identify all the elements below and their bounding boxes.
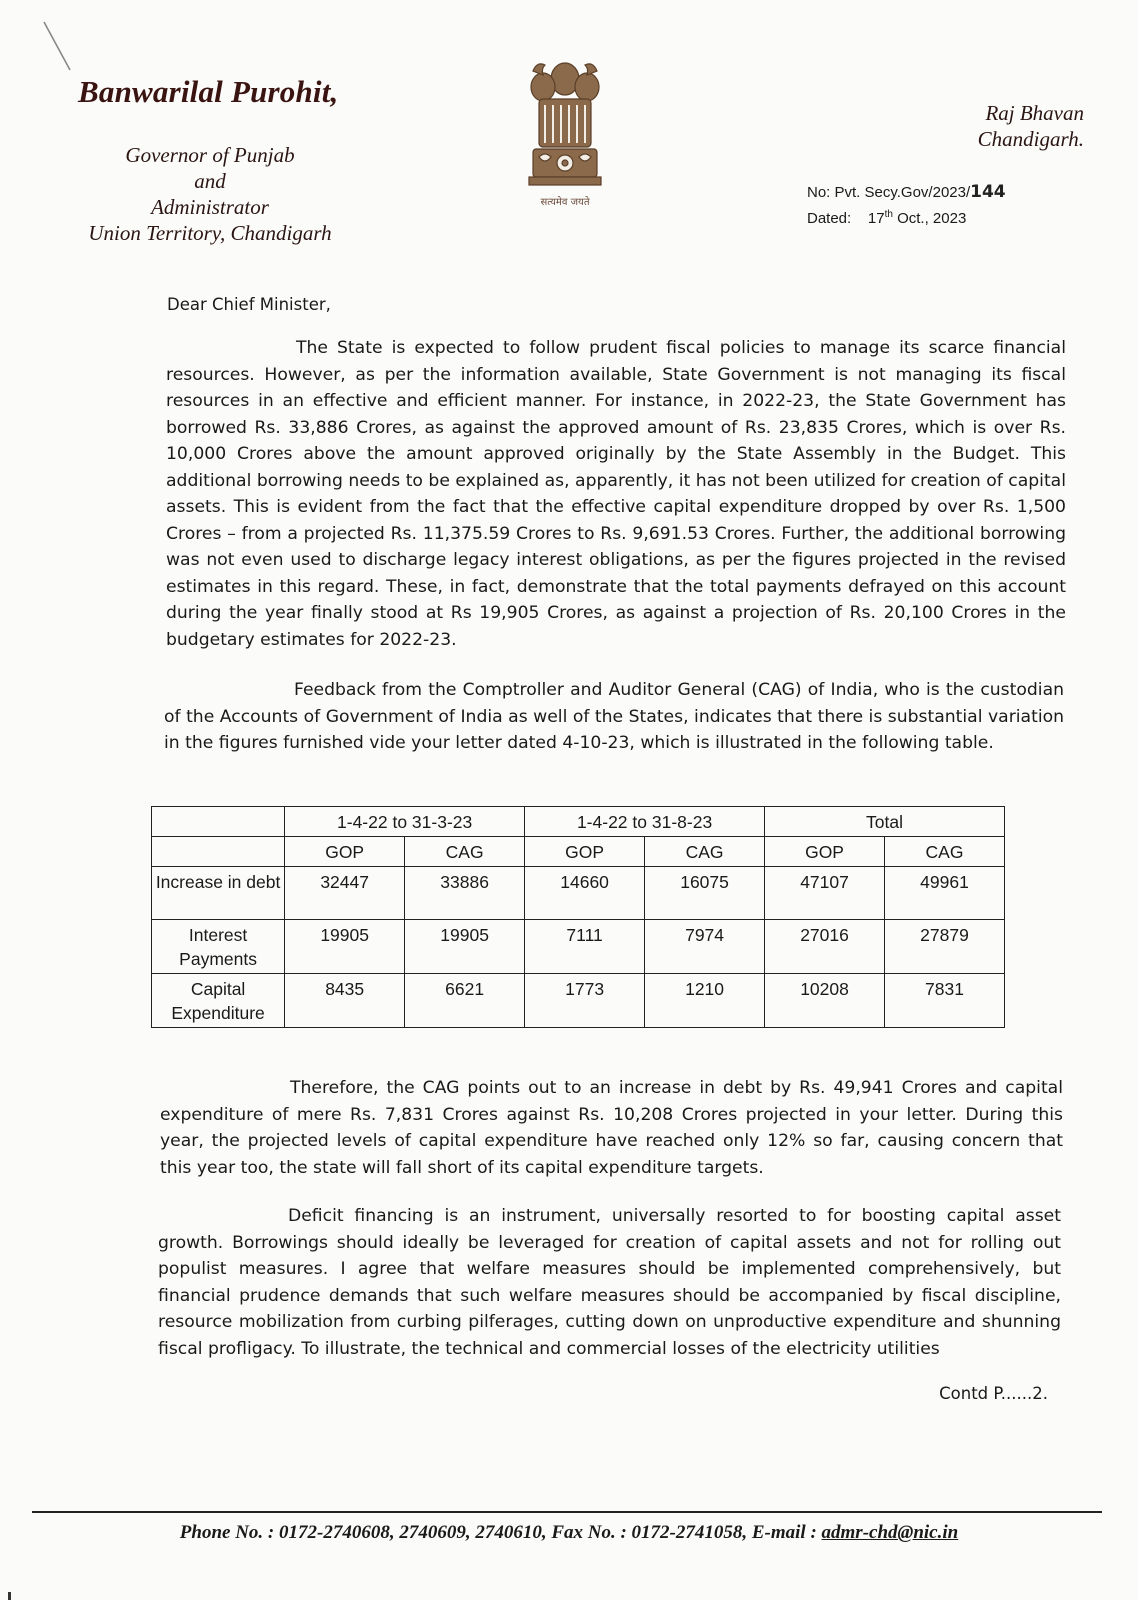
source-header: GOP <box>285 837 405 867</box>
period-header: 1-4-22 to 31-8-23 <box>525 807 765 837</box>
table-row <box>152 867 1005 920</box>
table-cell: 7111 <box>525 920 645 974</box>
email-link[interactable]: admr-chd@nic.in <box>821 1522 959 1543</box>
footer-contact <box>30 1522 1108 1544</box>
emblem-motto: सत्यमेव जयते <box>540 197 590 208</box>
table-cell: 49961 <box>885 867 1005 920</box>
designation-line: Administrator <box>151 195 269 219</box>
table-source-header-row <box>152 837 1005 867</box>
pen-mark <box>40 18 80 78</box>
paragraph-cag-feedback: Feedback from the Comptroller and Auditor General (CAG) of India, who is the custodian of the Accounts of Government of India as well of the States, indicates that there is substantial variation in the figures furnished vide your letter dated 4-10-23, which is illustrated in the following table. <box>164 680 1064 753</box>
designation-line: Union Territory, Chandigarh <box>88 221 332 245</box>
table-cell: 8435 <box>285 974 405 1028</box>
table-cell: 14660 <box>525 867 645 920</box>
reference-block <box>807 181 1006 230</box>
dated-day: 17 <box>867 210 885 227</box>
table-row <box>152 920 1005 974</box>
reference-number <box>807 181 1006 204</box>
period-header: 1-4-22 to 31-3-23 <box>285 807 525 837</box>
source-header: CAG <box>885 837 1005 867</box>
debt-comparison-table <box>151 806 1005 1028</box>
dated-label: Dated: <box>807 210 852 227</box>
designation-line: Governor of Punjab <box>125 143 295 167</box>
row-label: Increase in debt <box>152 867 285 920</box>
source-header: CAG <box>405 837 525 867</box>
ref-handwritten-number: 144 <box>970 182 1006 202</box>
contact-details: Phone No. : 0172-2740608, 2740609, 2740610, Fax No. : 0172-2741058, E-mail : <box>179 1522 822 1543</box>
table-cell: 19905 <box>285 920 405 974</box>
table-period-header-row <box>152 807 1005 837</box>
source-header: GOP <box>525 837 645 867</box>
source-header: GOP <box>765 837 885 867</box>
ref-label: No: Pvt. Secy.Gov/2023/ <box>807 184 971 201</box>
table-cell: 6621 <box>405 974 525 1028</box>
table-cell: 19905 <box>405 920 525 974</box>
table-cell: 33886 <box>405 867 525 920</box>
table-cell: 32447 <box>285 867 405 920</box>
table-cell: 1773 <box>525 974 645 1028</box>
dated-month-year: Oct., 2023 <box>892 210 967 227</box>
salutation: Dear Chief Minister, <box>167 295 331 314</box>
address-line: Chandigarh. <box>977 127 1084 151</box>
table-row <box>152 974 1005 1028</box>
continued-note: Contd P......2. <box>939 1384 1048 1403</box>
paragraph-cag-findings: Therefore, the CAG points out to an increase in debt by Rs. 49,941 Crores and capital expenditure of mere Rs. 7,831 Crores against Rs. 10,208 Crores projected in your letter. During this year, the projected levels of capital expenditure have reached only 12% so far, causing concern that this year too, the state will fall short of its capital expenditure targets. <box>160 1078 1063 1178</box>
paragraph-fiscal-policy: The State is expected to follow prudent fiscal policies to manage its scarce financial resources. However, as per the information available, State Government is not managing its fiscal resources in an effective and efficient manner. For instance, in 2022-23, the State Government has borrowed Rs. 33,886 Crores, as against the approved amount of Rs. 23,835 Crores, which is over Rs. 10,000 Crores above the amount approved originally by the State Assembly in the Budget. This additional borrowing needs to be explained as, apparently, it has not been utilized for creation of capital assets. This is evident from the fact that the effective capital expenditure dropped by over Rs. 1,500 Crores – from a projected Rs. 11,375.59 Crores to Rs. 9,691.53 Crores. Further, the additional borrowing was not even used to discharge legacy interest obligations, as per the figures projected in the revised estimates in this regard. These, in fact, demonstrate that the total payments defrayed on this account during the year finally stood at Rs 19,905 Crores, as against a projection of Rs. 20,100 Crores in the budgetary estimates for 2022-23. <box>166 338 1066 650</box>
row-label: Interest Payments <box>152 920 285 974</box>
footer-divider <box>32 1511 1102 1513</box>
paragraph-deficit-financing: Deficit financing is an instrument, universally resorted to for boosting capital asset growth. Borrowings should ideally be leveraged for creation of capital assets and not for rolling out populist measures. I agree that welfare measures should be implemented comprehensively, but financial prudence demands that such welfare measures should be accompanied by fiscal discipline, resource mobilization from curbing pilferages, cutting down on unproductive expenditure and shunning fiscal profligacy. To illustrate, the technical and commercial losses of the electricity utilities <box>158 1206 1061 1359</box>
table-cell: 27016 <box>765 920 885 974</box>
table-cell: 1210 <box>645 974 765 1028</box>
source-header: CAG <box>645 837 765 867</box>
period-header: Total <box>765 807 1005 837</box>
letter-date <box>807 204 1006 230</box>
table-corner-cell <box>152 837 285 867</box>
table-cell: 10208 <box>765 974 885 1028</box>
national-emblem-icon <box>515 48 615 210</box>
table-cell: 27879 <box>885 920 1005 974</box>
scan-mark <box>8 1592 11 1600</box>
sender-designation <box>60 142 360 246</box>
table-cell: 7974 <box>645 920 765 974</box>
address-line: Raj Bhavan <box>985 101 1084 125</box>
table-cell: 47107 <box>765 867 885 920</box>
table-cell: 16075 <box>645 867 765 920</box>
dated-suffix: th <box>884 209 893 220</box>
office-address <box>978 100 1084 152</box>
row-label: Capital Expenditure <box>152 974 285 1028</box>
designation-line: and <box>194 169 226 193</box>
sender-name: Banwarilal Purohit, <box>78 74 339 109</box>
table-corner-cell <box>152 807 285 837</box>
table-cell: 7831 <box>885 974 1005 1028</box>
